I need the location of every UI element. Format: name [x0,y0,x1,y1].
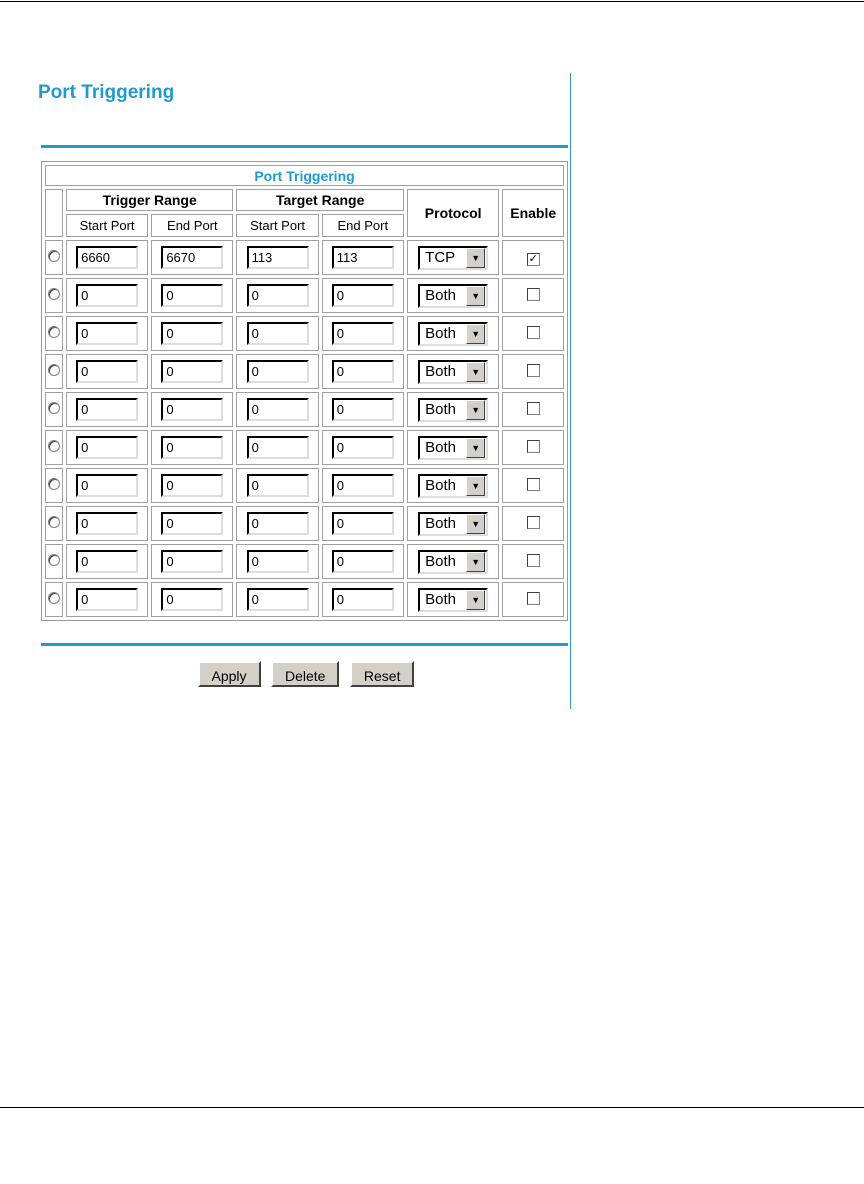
enable-cell [502,316,564,351]
target-end-port-cell [322,354,404,389]
row-select-radio[interactable] [48,478,60,490]
enable-cell [502,240,564,275]
row-select-cell [45,240,63,275]
target-end-port-cell [322,544,404,579]
protocol-select[interactable] [418,436,488,460]
target-end-port-input[interactable] [332,436,394,459]
row-select-radio[interactable] [48,516,60,528]
enable-checkbox[interactable] [527,516,540,529]
enable-cell [502,506,564,541]
protocol-cell [407,468,500,503]
trigger-start-port-cell [66,316,148,351]
protocol-select[interactable] [418,512,488,536]
row-select-radio[interactable] [48,288,60,300]
row-select-cell [45,354,63,389]
trigger-end-port-input[interactable] [161,588,223,611]
chevron-down-icon[interactable]: ▼ [466,324,485,344]
protocol-cell [407,506,500,541]
target-start-port-cell [236,506,318,541]
chevron-down-icon[interactable]: ▼ [466,286,485,306]
trigger-start-port-header: Start Port [66,214,148,237]
protocol-select[interactable] [418,474,488,498]
trigger-start-port-input[interactable] [76,284,138,307]
trigger-end-port-cell [151,506,233,541]
apply-button[interactable]: Apply [198,661,261,687]
enable-cell [502,544,564,579]
target-range-header: Target Range [236,189,403,211]
row-select-cell [45,430,63,465]
action-buttons [0,661,612,687]
trigger-end-port-header: End Port [151,214,233,237]
target-start-port-input[interactable] [247,284,309,307]
trigger-start-port-input[interactable] [76,474,138,497]
chevron-down-icon[interactable]: ▼ [466,476,485,496]
table-row [45,430,564,465]
select-column-header [45,189,63,237]
target-end-port-cell [322,468,404,503]
chevron-down-icon[interactable]: ▼ [466,248,485,268]
target-start-port-header: Start Port [236,214,318,237]
protocol-select[interactable] [418,588,488,612]
enable-header: Enable [502,189,564,237]
protocol-cell [407,316,500,351]
trigger-start-port-cell [66,240,148,275]
enable-cell [502,430,564,465]
target-start-port-input[interactable] [247,474,309,497]
footer-divider [41,643,568,646]
chevron-down-icon[interactable]: ▼ [466,362,485,382]
reset-button[interactable]: Reset [350,661,415,687]
target-start-port-input[interactable] [247,512,309,535]
target-start-port-cell [236,392,318,427]
protocol-select[interactable] [418,322,488,346]
table-row [45,468,564,503]
target-end-port-input[interactable] [332,588,394,611]
table-row [45,316,564,351]
row-select-cell [45,392,63,427]
row-select-cell [45,582,63,617]
enable-checkbox[interactable] [527,440,540,453]
target-start-port-input[interactable] [247,398,309,421]
row-select-radio[interactable] [48,554,60,566]
enable-checkbox[interactable] [527,364,540,377]
enable-cell [502,582,564,617]
target-end-port-cell [322,506,404,541]
target-end-port-cell [322,430,404,465]
target-start-port-cell [236,430,318,465]
delete-button[interactable]: Delete [271,661,339,687]
target-start-port-cell [236,354,318,389]
chevron-down-icon[interactable]: ▼ [466,552,485,572]
trigger-start-port-cell [66,392,148,427]
table-row [45,278,564,313]
trigger-start-port-cell [66,468,148,503]
trigger-start-port-cell [66,582,148,617]
protocol-select-value: Both [425,287,457,304]
trigger-start-port-input[interactable] [76,360,138,383]
target-end-port-input[interactable] [332,246,394,269]
trigger-end-port-input[interactable] [161,322,223,345]
table-row [45,544,564,579]
table-row [45,392,564,427]
trigger-start-port-input[interactable] [76,246,138,269]
enable-checkbox[interactable] [527,478,540,491]
trigger-end-port-input[interactable] [161,246,223,269]
table-caption: Port Triggering [45,165,564,186]
protocol-select-value: Both [425,477,457,494]
target-start-port-input[interactable] [247,588,309,611]
target-end-port-cell [322,316,404,351]
protocol-select-value: Both [425,401,457,418]
table-row [45,354,564,389]
target-start-port-input[interactable] [247,246,309,269]
protocol-cell [407,582,500,617]
protocol-select-value: Both [425,553,457,570]
trigger-end-port-input[interactable] [161,474,223,497]
row-select-radio[interactable] [48,250,60,262]
trigger-end-port-input[interactable] [161,512,223,535]
chevron-down-icon[interactable]: ▼ [466,590,485,610]
trigger-range-header: Trigger Range [66,189,233,211]
trigger-end-port-input[interactable] [161,284,223,307]
protocol-header: Protocol [407,189,500,237]
target-end-port-input[interactable] [332,398,394,421]
page-title: Port Triggering [38,82,175,103]
target-start-port-cell [236,544,318,579]
enable-checkbox[interactable] [527,592,540,605]
trigger-start-port-input[interactable] [76,588,138,611]
protocol-select-value: TCP [425,249,456,266]
target-end-port-header: End Port [322,214,404,237]
enable-checkbox[interactable] [527,326,540,339]
trigger-start-port-input[interactable] [76,398,138,421]
protocol-select-value: Both [425,439,457,456]
target-end-port-input[interactable] [332,360,394,383]
enable-checkbox[interactable] [527,288,540,301]
trigger-start-port-cell [66,354,148,389]
trigger-end-port-input[interactable] [161,398,223,421]
trigger-start-port-cell [66,544,148,579]
target-start-port-input[interactable] [247,436,309,459]
target-end-port-cell [322,240,404,275]
enable-cell [502,392,564,427]
protocol-select[interactable] [418,284,488,308]
trigger-end-port-input[interactable] [161,550,223,573]
table-row [45,582,564,617]
trigger-end-port-cell [151,316,233,351]
protocol-cell [407,278,500,313]
protocol-cell [407,544,500,579]
row-select-radio[interactable] [48,326,60,338]
chevron-down-icon[interactable]: ▼ [466,438,485,458]
protocol-cell [407,354,500,389]
enable-cell [502,278,564,313]
protocol-select-value: Both [425,325,457,342]
table-row [45,506,564,541]
content-right-border [570,73,571,709]
protocol-cell [407,392,500,427]
protocol-select-value: Both [425,515,457,532]
row-select-cell [45,468,63,503]
target-start-port-input[interactable] [247,360,309,383]
chevron-down-icon[interactable]: ▼ [466,514,485,534]
trigger-start-port-cell [66,506,148,541]
target-start-port-input[interactable] [247,322,309,345]
protocol-select[interactable] [418,360,488,384]
enable-checkbox[interactable]: ✓ [528,252,538,265]
target-end-port-input[interactable] [332,474,394,497]
trigger-end-port-cell [151,430,233,465]
protocol-select[interactable] [418,550,488,574]
trigger-start-port-input[interactable] [76,436,138,459]
trigger-end-port-cell [151,354,233,389]
trigger-end-port-cell [151,544,233,579]
row-select-cell [45,316,63,351]
trigger-start-port-cell [66,430,148,465]
target-end-port-cell [322,392,404,427]
port-triggering-table [41,161,568,621]
enable-cell [502,354,564,389]
trigger-end-port-cell [151,468,233,503]
row-select-radio[interactable] [48,440,60,452]
row-select-radio[interactable] [48,402,60,414]
header-divider [41,145,568,148]
row-select-radio[interactable] [48,592,60,604]
trigger-start-port-cell [66,278,148,313]
target-start-port-cell [236,240,318,275]
trigger-start-port-input[interactable] [76,550,138,573]
chevron-down-icon[interactable]: ▼ [466,400,485,420]
enable-checkbox[interactable] [527,554,540,567]
enable-cell [502,468,564,503]
target-start-port-input[interactable] [247,550,309,573]
target-end-port-input[interactable] [332,512,394,535]
target-end-port-cell [322,582,404,617]
target-end-port-input[interactable] [332,550,394,573]
trigger-end-port-cell [151,278,233,313]
target-start-port-cell [236,468,318,503]
row-select-cell [45,506,63,541]
target-end-port-cell [322,278,404,313]
top-divider [0,1,864,2]
protocol-select[interactable] [418,246,488,270]
row-select-radio[interactable] [48,364,60,376]
protocol-cell [407,430,500,465]
trigger-start-port-input[interactable] [76,512,138,535]
target-start-port-cell [236,582,318,617]
row-select-cell [45,278,63,313]
target-start-port-cell [236,316,318,351]
trigger-end-port-input[interactable] [161,360,223,383]
bottom-divider [0,1107,864,1108]
table-row [45,240,564,275]
trigger-start-port-input[interactable] [76,322,138,345]
protocol-select[interactable] [418,398,488,422]
target-start-port-cell [236,278,318,313]
protocol-cell [407,240,500,275]
trigger-end-port-cell [151,582,233,617]
trigger-end-port-cell [151,392,233,427]
protocol-select-value: Both [425,591,457,608]
row-select-cell [45,544,63,579]
target-end-port-input[interactable] [332,322,394,345]
target-end-port-input[interactable] [332,284,394,307]
trigger-end-port-cell [151,240,233,275]
protocol-select-value: Both [425,363,457,380]
trigger-end-port-input[interactable] [161,436,223,459]
enable-checkbox[interactable] [527,402,540,415]
